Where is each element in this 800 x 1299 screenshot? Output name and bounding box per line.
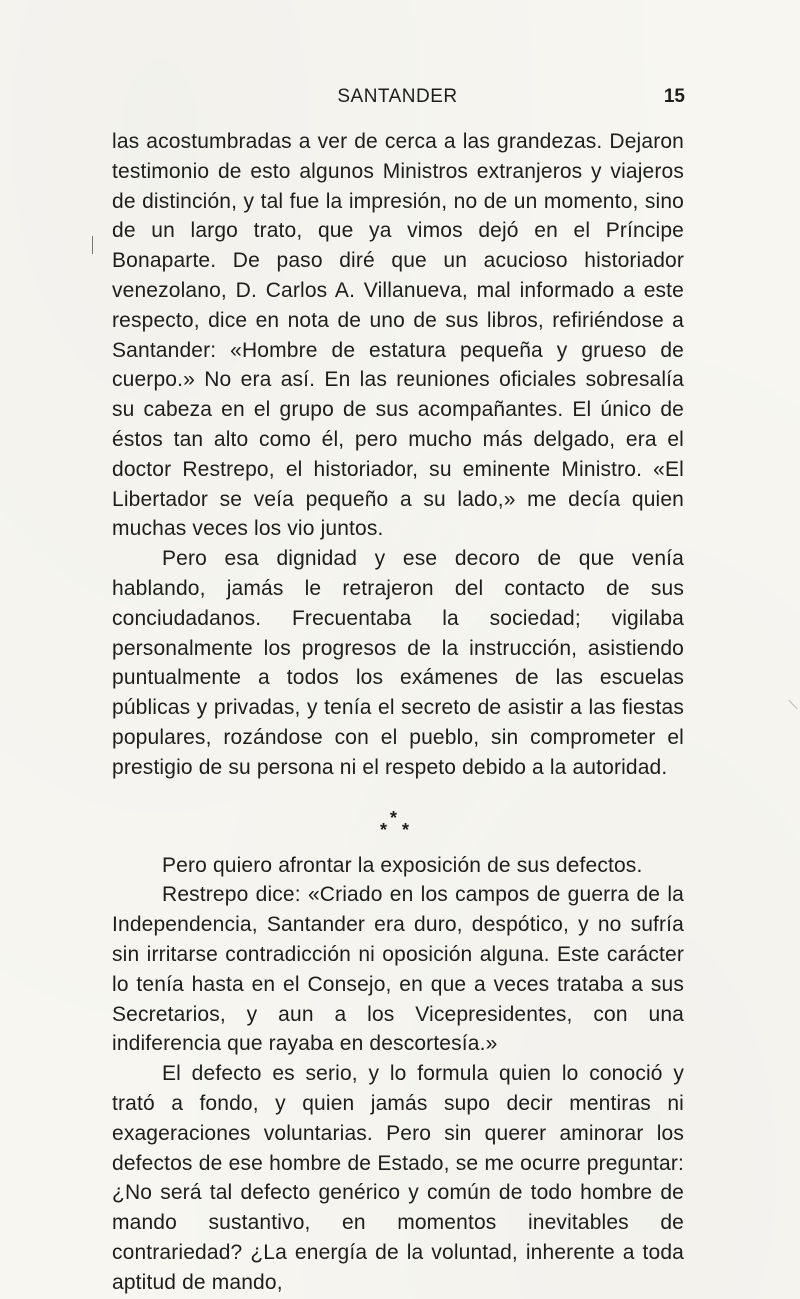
asterism-star-right: * [402, 819, 410, 840]
margin-speck-right [788, 700, 797, 709]
paragraph-defect-analysis: El defecto es serio, y lo formula quien lo conoció y trató a fondo, y quien jamás supo decir mentiras ni exageraciones voluntarias. Pero sin querer aminorar los defectos de ese hombre de Estado, se me ocurre preguntar: ¿No será tal defecto genérico y común de todo hombre de mando sustantivo, en momentos inevitables de contrariedad? ¿La energía de la voluntad, inherente a toda aptitud de mando, [112, 1062, 684, 1294]
paragraph-continued: las acostumbradas a ver de cerca a las grandezas. Dejaron testimonio de esto algunos Ministros extranjeros y viajeros de distinción, y tal fue la impresión, no de un momento, sino de un largo trato, que ya vimos dejó en el Príncipe Bonaparte. De paso diré que un acucioso historiador venezolano, D. Carlos A. Villanueva, mal informado a este respecto, dice en nota de uno de sus libros, refiriéndose a Santander: «Hombre de estatura pequeña y grueso de cuerpo.» No era así. En las reuniones oficiales sobresalía su cabeza en el grupo de sus acompañantes. El único de éstos tan alto como él, pero mucho más delgado, era el doctor Restrepo, el historiador, su eminente Ministro. «El Libertador se veía pequeño a su lado,» me decía quien muchas veces los vio juntos. [112, 130, 684, 541]
paragraph-dignity: Pero esa dignidad y ese decoro de que venía hablando, jamás le retrajeron del contacto de sus conciudadanos. Frecuentaba la sociedad; vigilaba personalmente los progresos de la instrucción, asistiendo puntualmente a todos los exámenes de las escuelas públicas y privadas, y tenía el secreto de asistir a las fiestas populares, rozándose con el pueblo, sin comprometer el prestigio de su persona ni el respeto debido a la autoridad. [112, 547, 684, 779]
asterism-star-top: * [390, 807, 398, 828]
running-title: SANTANDER [337, 86, 458, 107]
body-text [112, 127, 684, 1297]
running-head [110, 86, 685, 110]
asterism-divider [112, 791, 684, 849]
asterism-star-left: * [380, 819, 388, 840]
paragraph-defects-intro: Pero quiero afrontar la exposición de sus defectos. [162, 853, 643, 877]
page-number: 15 [663, 86, 685, 107]
paragraph-restrepo-quote: Restrepo dice: «Criado en los campos de guerra de la Independencia, Santander era duro, despótico, y no sufría sin irritarse contradicción ni oposición alguna. Este carácter lo tenía hasta en el Consejo, en que a veces trataba a sus Secretarios, y aun a los Vicepresidentes, con una indiferencia que rayaba en descortesía.» [112, 883, 684, 1056]
margin-speck-left [92, 236, 93, 254]
